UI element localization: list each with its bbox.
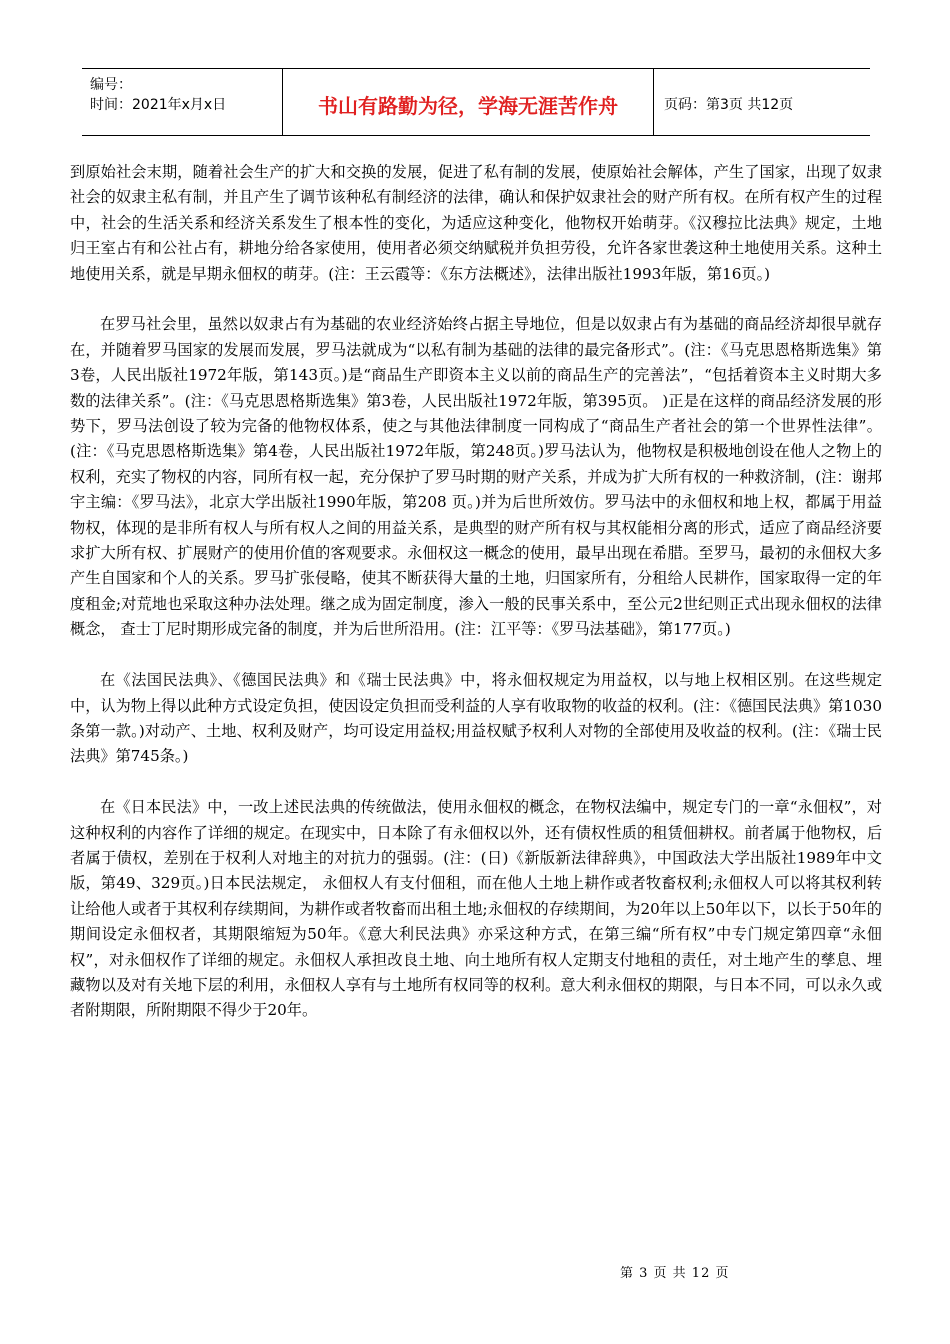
header-motto: 书山有路勤为径，学海无涯苦作舟 [283, 69, 654, 135]
paragraph-3: 在《法国民法典》、《德国民法典》和《瑞士民法典》中，将永佃权规定为用益权，以与地上权相区别。在这些规定中，认为物上得以此种方式设定负担，使因设定负担而受利益的人享有收取物的收益的权利。(注：《德国民法典》第1030条第一款。)对动产、土地、权利及财产，均可设定用益权;用益权赋予权利人对物的全部使用及收益的权利。(注：《瑞士民法典》第745条。) [70, 671, 882, 766]
paragraph-4: 在《日本民法》中，一改上述民法典的传统做法，使用永佃权的概念，在物权法编中，规定专门的一章“永佃权”，对这种权利的内容作了详细的规定。在现实中，日本除了有永佃权以外，还有债权性质的租赁佃耕权。前者属于他物权，后者属于债权，差别在于权利人对地主的对抗力的强弱。(注：(日)《新版新法律辞典》，中国政法大学出版社1989年中文版，第49、329页。)日本民法规定， 永佃权人有支付佃租，而在他人土地上耕作或者牧畜权利;永佃权人可以将其权利转让给他人或者于其权利存续期间，为耕作或者牧畜而出租土地;永佃权的存续期间，为20年以上50年以下，以长于50年的期间设定永佃权者，其期限缩短为50年。《意大利民法典》亦采这种方式，在第三编“所有权”中专门规定第四章“永佃权”，对永佃权作了详细的规定。永佃权人承担改良土地、向土地所有权人定期支付地租的责任，对土地产生的孳息、埋藏物以及对有关地下层的利用，永佃权人享有与土地所有权同等的权利。意大利永佃权的期限，与日本不同，可以永久或者附期限，所附期限不得少于20年。 [70, 798, 882, 1020]
header-meta [82, 69, 283, 135]
header-page-number: 页码：第3页 共12页 [664, 97, 794, 113]
document-time-label: 时间：2021年x月x日 [90, 97, 227, 113]
paragraph-2: 在罗马社会里，虽然以奴隶占有为基础的农业经济始终占据主导地位，但是以奴隶占有为基础的商品经济却很早就存在，并随着罗马国家的发展而发展，罗马法就成为“以私有制为基础的法律的最完备形式”。(注：《马克思恩格斯选集》第3卷，人民出版社1972年版，第143页。)是“商品生产即资本主义以前的商品生产的完善法”，“包括着资本主义时期大多数的法律关系”。(注：《马克思恩格斯选集》第3卷，人民出版社1972年版，第395页。 )正是在这样的商品经济发展的形势下，罗马法创设了较为完备的他物权体系，使之与其他法律制度一同构成了“商品生产者社会的第一个世界性法律”。(注：《马克思恩格斯选集》第4卷，人民出版社1972年版，第248页。)罗马法认为，他物权是积极地创设在他人之物上的权利，充实了物权的内容，同所有权一起，充分保护了罗马时期的财产关系，并成为扩大所有权的一种救济制，(注：谢邦宇主编：《罗马法》，北京大学出版社1990年版，第208 页。)并为后世所效仿。罗马法中的永佃权和地上权，都属于用益物权，体现的是非所有权人与所有权人之间的用益关系，是典型的财产所有权与其权能相分离的形式，适应了商品经济要求扩大所有权、扩展财产的使用价值的客观要求。永佃权这一概念的使用，最早出现在希腊。至罗马，最初的永佃权大多产生自国家和个人的关系。罗马扩张侵略，使其不断获得大量的土地，归国家所有，分租给人民耕作，国家取得一定的年度租金;对荒地也采取这种办法处理。继之成为固定制度，渗入一般的民事关系中，至公元2世纪则正式出现永佃权的法律概念， 查士丁尼时期形成完备的制度，并为后世所沿用。(注：江平等：《罗马法基础》，第177页。) [70, 315, 882, 639]
page-footer: 第 3 页 共 12 页 [620, 1266, 730, 1281]
paragraph-1: 到原始社会末期，随着社会生产的扩大和交换的发展，促进了私有制的发展，使原始社会解体，产生了国家，出现了奴隶社会的奴隶主私有制，并且产生了调节该种私有制经济的法律，确认和保护奴隶社会的财产所有权。在所有权产生的过程中，社会的生活关系和经济关系发生了根本性的变化，为适应这种变化，他物权开始萌芽。《汉穆拉比法典》规定，土地归王室占有和公社占有，耕地分给各家使用，使用者必须交纳赋税并负担劳役，允许各家世袭这种土地使用关系。这种土地使用关系，就是早期永佃权的萌芽。(注：王云霞等：《东方法概述》，法律出版社1993年版，第16页。) [70, 163, 882, 283]
page-header [82, 68, 870, 136]
document-number-label: 编号： [90, 77, 132, 93]
document-body [70, 160, 882, 1049]
